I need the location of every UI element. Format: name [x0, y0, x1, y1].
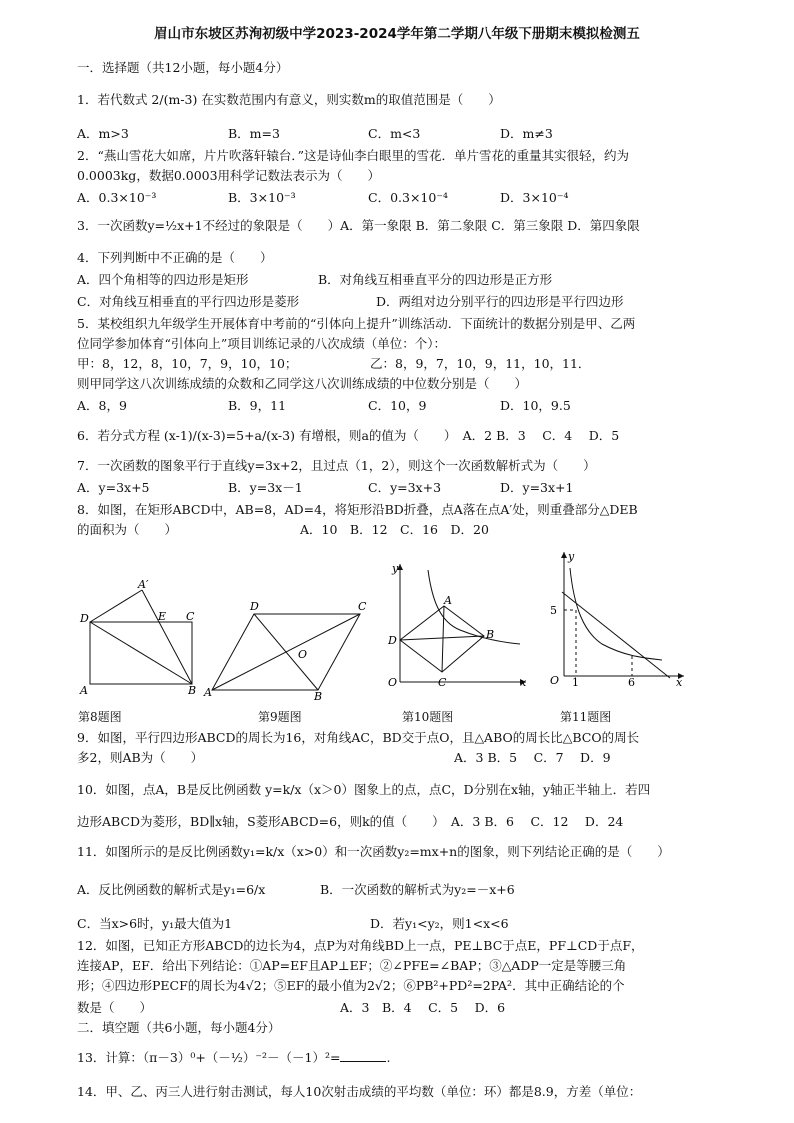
q4-option-c: C．对角线互相垂直的平行四边形是菱形: [77, 294, 300, 309]
question-4: 4．下列判断中不正确的是（ ）: [77, 250, 273, 265]
question-2-line-1: 2．“燕山雪花大如席，片片吹落轩辕台．”这是诗仙李白眼里的雪花．单片雪花的重量其实很轻，约为: [77, 148, 629, 163]
q11-option-b: B．一次函数的解析式为y₂=－x+6: [320, 882, 515, 897]
question-10-line-2: 边形ABCD为菱形，BD∥x轴，S菱形ABCD=6，则k的值（ ） A．3 B．6 C．12 D．24: [77, 814, 624, 829]
q1-option-a: A．m>3: [77, 126, 129, 141]
q13-answer-blank[interactable]: [340, 1061, 386, 1062]
fig8-label-d: D: [80, 612, 89, 625]
fig10-label-c: C: [438, 676, 447, 689]
q11-option-a: A．反比例函数的解析式是y₁=6/x: [77, 882, 266, 897]
fig8-label-e: E: [158, 610, 167, 623]
q11-option-d: D．若y₁<y₂，则1<x<6: [370, 916, 509, 931]
fig9-label-o: O: [298, 648, 308, 661]
question-8-line-2: 的面积为（ ）: [77, 522, 178, 537]
question-9-line-2: 多2，则AB为（ ）: [77, 750, 204, 765]
section-2-heading: 二．填空题（共6小题，每小题4分）: [77, 1020, 281, 1035]
fig11-label-y: y: [568, 550, 575, 563]
question-12-line-4: 数是（ ）: [77, 1000, 153, 1015]
question-8-line-1: 8．如图，在矩形ABCD中，AB=8，AD=4，将矩形沿BD折叠，点A落在点A′处，则重叠部分△DEB: [77, 502, 638, 517]
q1-option-d: D．m≠3: [500, 126, 553, 141]
question-6: 6．若分式方程 (x-1)/(x-3)=5+a/(x-3) 有增根，则a的值为（ ） A．2 B．3 C．4 D．5: [77, 428, 620, 443]
fig10-label-a: A: [444, 594, 452, 607]
q7-option-d: D．y=3x+1: [500, 480, 574, 495]
question-5-jia: 甲：8，12，8，10，7，9，10，10；: [77, 356, 298, 371]
q4-option-b: B．对角线互相垂直平分的四边形是正方形: [318, 272, 553, 287]
question-12-line-1: 12．如图，已知正方形ABCD的边长为4，点P为对角线BD上一点，PE⊥BC于点E，PF⊥CD于点F，: [77, 938, 644, 953]
fig11-label-5: 5: [550, 604, 557, 617]
q7-option-b: B．y=3x－1: [228, 480, 303, 495]
question-12-line-3: 形；④四边形PECF的周长为4√2；⑤EF的最小值为2√2；⑥PB²+PD²=2PA²．其中正确结论的个: [77, 978, 625, 993]
question-5-yi: 乙：8，9，7，10，9，11，10，11．: [370, 356, 591, 371]
question-14: 14．甲、乙、丙三人进行射击测试，每人10次射击成绩的平均数（单位：环）都是8.9，方差（单位：: [77, 1084, 642, 1099]
caption-fig-10: 第10题图: [402, 710, 454, 724]
question-13-text: 13．计算：（π－3）⁰+（－½）⁻²－（－1）²=: [77, 1050, 341, 1065]
q1-option-b: B．m=3: [228, 126, 280, 141]
fig10-label-y: y: [392, 562, 399, 575]
question-2-line-2: 0.0003kg，数据0.0003用科学记数法表示为（ ）: [77, 168, 381, 183]
figure-10: [380, 560, 530, 694]
question-11: 11．如图所示的是反比例函数y₁=k/x（x>0）和一次函数y₂=mx+n的图象，则下列结论正确的是（ ）: [77, 844, 670, 859]
fig10-label-d: D: [388, 634, 397, 647]
fig9-label-b: B: [314, 690, 323, 700]
caption-fig-9: 第9题图: [258, 710, 302, 724]
fig8-label-a: A: [80, 684, 88, 697]
fig8-label-b: B: [188, 684, 197, 697]
q11-option-c: C．当x>6时，y₁最大值为1: [77, 916, 233, 931]
fig9-label-d: D: [250, 600, 259, 613]
q8-options: A．10 B．12 C．16 D．20: [300, 522, 489, 537]
q7-option-a: A．y=3x+5: [77, 480, 150, 495]
q5-option-d: D．10，9.5: [500, 398, 571, 413]
question-5-line-2: 位同学参加体育“引体向上”项目训练记录的八次成绩（单位：个）：: [77, 336, 447, 351]
fig11-label-6: 6: [628, 676, 635, 688]
figure-11: [540, 548, 688, 688]
fig8-label-c: C: [186, 610, 195, 623]
q7-option-c: C．y=3x+3: [368, 480, 442, 495]
fig9-label-a: A: [204, 686, 212, 699]
question-10-line-1: 10．如图，点A，B是反比例函数 y=k/x（x＞0）图象上的点，点C，D分别在x轴，y轴正半轴上．若四: [77, 782, 651, 797]
q2-option-c: C．0.3×10⁻⁴: [368, 190, 448, 205]
caption-fig-11: 第11题图: [560, 710, 612, 724]
q5-option-b: B．9，11: [228, 398, 287, 413]
question-13: 13．计算：（π－3）⁰+（－½）⁻²－（－1）²= .: [77, 1050, 391, 1065]
fig10-label-b: B: [486, 628, 495, 641]
question-5-line-1: 5．某校组织九年级学生开展体育中考前的“引体向上提升”训练活动．下面统计的数据分别是甲、乙两: [77, 316, 636, 331]
fig8-label-aprime: A′: [138, 578, 149, 591]
question-1: 1．若代数式 2/(m-3) 在实数范围内有意义，则实数m的取值范围是（ ）: [77, 92, 501, 107]
caption-fig-8: 第8题图: [78, 710, 122, 724]
fig11-label-1: 1: [572, 676, 579, 688]
figure-8: [76, 576, 206, 698]
q2-option-d: D．3×10⁻⁴: [500, 190, 569, 205]
fig10-label-x: x: [520, 676, 527, 689]
q9-options: A．3 B．5 C．7 D．9: [454, 750, 611, 765]
fig10-label-o: O: [388, 676, 398, 689]
question-7: 7．一次函数的图象平行于直线y=3x+2，且过点（1，2），则这个一次函数解析式为（ ）: [77, 458, 596, 473]
q4-option-a: A．四个角相等的四边形是矩形: [77, 272, 249, 287]
q12-options: A．3 B．4 C．5 D．6: [340, 1000, 506, 1015]
fig11-label-o: O: [550, 674, 560, 687]
page-title: 眉山市东坡区苏洵初级中学2023-2024学年第二学期八年级下册期末模拟检测五: [154, 26, 640, 42]
q5-option-a: A．8，9: [77, 398, 127, 413]
fig11-label-x: x: [676, 676, 683, 688]
figure-9: [200, 596, 380, 700]
q2-option-a: A．0.3×10⁻³: [77, 190, 157, 205]
fig9-label-c: C: [358, 600, 367, 613]
q1-option-c: C．m<3: [368, 126, 421, 141]
q2-option-b: B．3×10⁻³: [228, 190, 296, 205]
question-12-line-2: 连接AP，EF．给出下列结论：①AP=EF且AP⊥EF；②∠PFE=∠BAP；③△ADP一定是等腰三角: [77, 958, 627, 973]
q5-option-c: C．10，9: [368, 398, 427, 413]
section-1-heading: 一．选择题（共12小题，每小题4分）: [77, 60, 289, 75]
question-9-line-1: 9．如图，平行四边形ABCD的周长为16，对角线AC，BD交于点O，且△ABO的周长比△BCO的周长: [77, 730, 640, 745]
question-3: 3．一次函数y=½x+1不经过的象限是（ ）A．第一象限 B．第二象限 C．第三象限 D．第四象限: [77, 218, 640, 233]
question-5-line-4: 则甲同学这八次训练成绩的众数和乙同学这八次训练成绩的中位数分别是（ ）: [77, 376, 528, 391]
q4-option-d: D．两组对边分别平行的四边形是平行四边形: [376, 294, 624, 309]
